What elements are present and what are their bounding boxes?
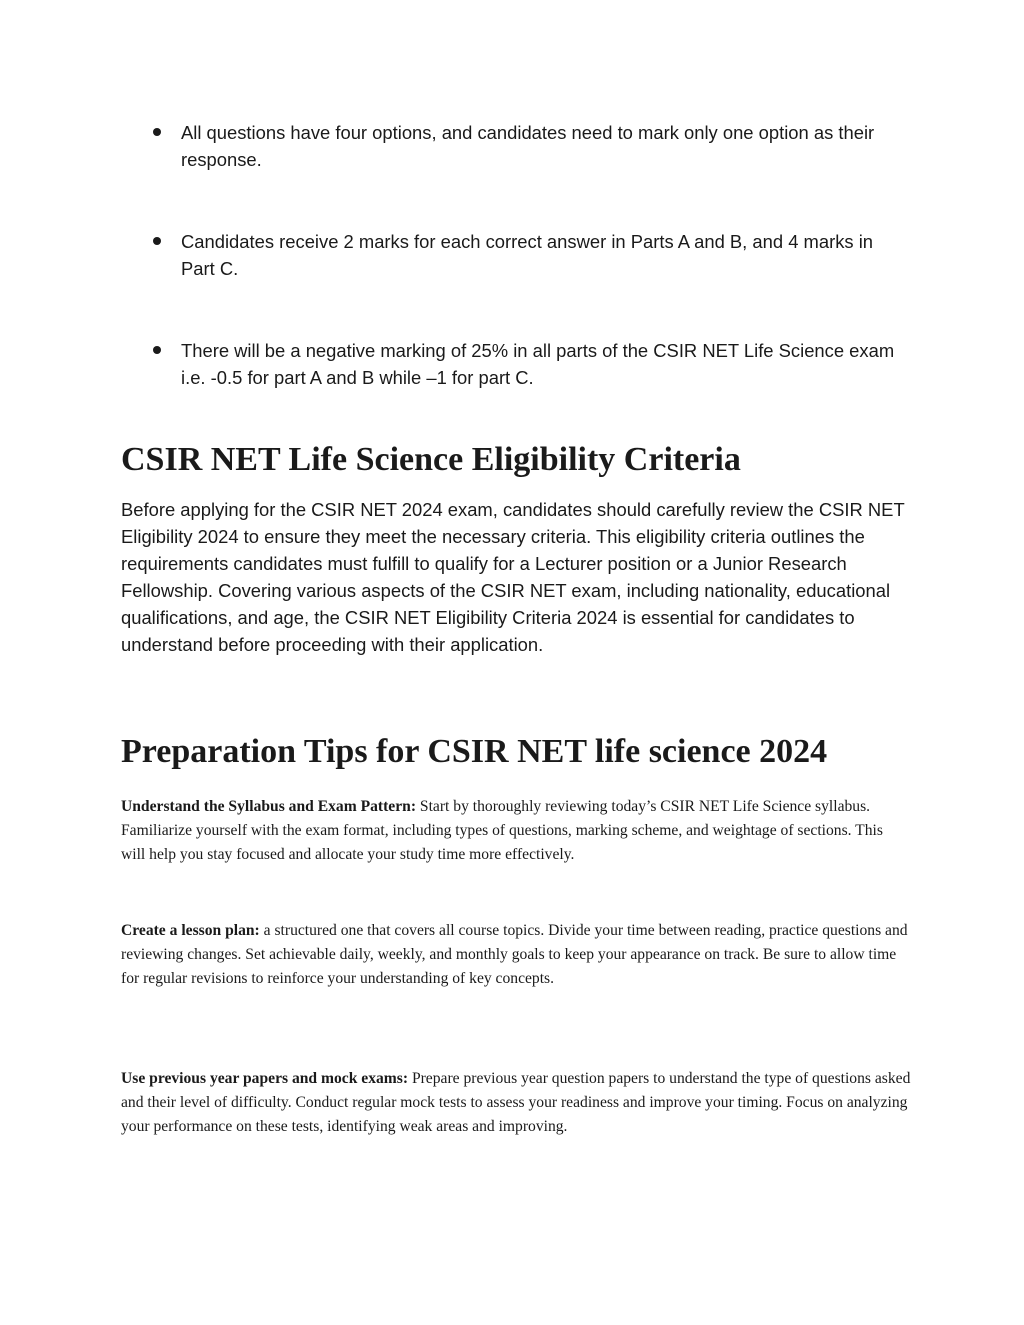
- preparation-heading: Preparation Tips for CSIR NET life science 2024: [121, 733, 828, 770]
- tip-paragraph-lesson-plan: [121, 919, 911, 991]
- list-item: [121, 228, 911, 282]
- tip-text: Prepare previous year question papers to understand the type of questions asked and their level of difficulty. Conduct regular mock tests to assess your readiness and improve your timing. Focus on analyzing your performance on these tests, identifying weak areas and improving.: [121, 1070, 911, 1135]
- eligibility-heading: CSIR NET Life Science Eligibility Criteria: [121, 441, 741, 478]
- list-item-text: All questions have four options, and candidates need to mark only one option as their response.: [181, 122, 875, 170]
- list-item: [121, 337, 911, 391]
- tip-text: Start by thoroughly reviewing today’s CSIR NET Life Science syllabus. Familiarize yourself with the exam format, including types of questions, marking scheme, and weightage of sections. This will help you stay focused and allocate your study time more effectively.: [121, 798, 883, 863]
- tip-title: Understand the Syllabus and Exam Pattern:: [121, 798, 417, 815]
- eligibility-paragraph: Before applying for the CSIR NET 2024 exam, candidates should carefully review the CSIR NET Eligibility 2024 to ensure they meet the necessary criteria. This eligibility criteria outlines the requirements candidates must fulfill to qualify for a Lecturer position or a Junior Research Fellowship. Covering various aspects of the CSIR NET exam, including nationality, educational qualifications, and age, the CSIR NET Eligibility Criteria 2024 is essential for candidates to understand before proceeding with their application.: [121, 499, 905, 655]
- marking-scheme-list: [121, 119, 911, 446]
- bullet-icon: [153, 237, 161, 245]
- tip-paragraph-syllabus: [121, 795, 911, 867]
- tip-paragraph-mock-exams: [121, 1067, 911, 1139]
- tip-text: a structured one that covers all course topics. Divide your time between reading, practice questions and reviewing changes. Set achievable daily, weekly, and monthly goals to keep your appearance on track. Be sure to allow time for regular revisions to reinforce your understanding of key concepts.: [121, 922, 908, 987]
- bullet-icon: [153, 128, 161, 136]
- list-item-text: There will be a negative marking of 25% in all parts of the CSIR NET Life Science exam i.e. -0.5 for part A and B while –1 for part C.: [181, 340, 895, 388]
- tip-title: Use previous year papers and mock exams:: [121, 1070, 409, 1087]
- tip-title: Create a lesson plan:: [121, 922, 260, 939]
- list-item: [121, 119, 911, 173]
- bullet-icon: [153, 346, 161, 354]
- list-item-text: Candidates receive 2 marks for each correct answer in Parts A and B, and 4 marks in Part C.: [181, 231, 874, 279]
